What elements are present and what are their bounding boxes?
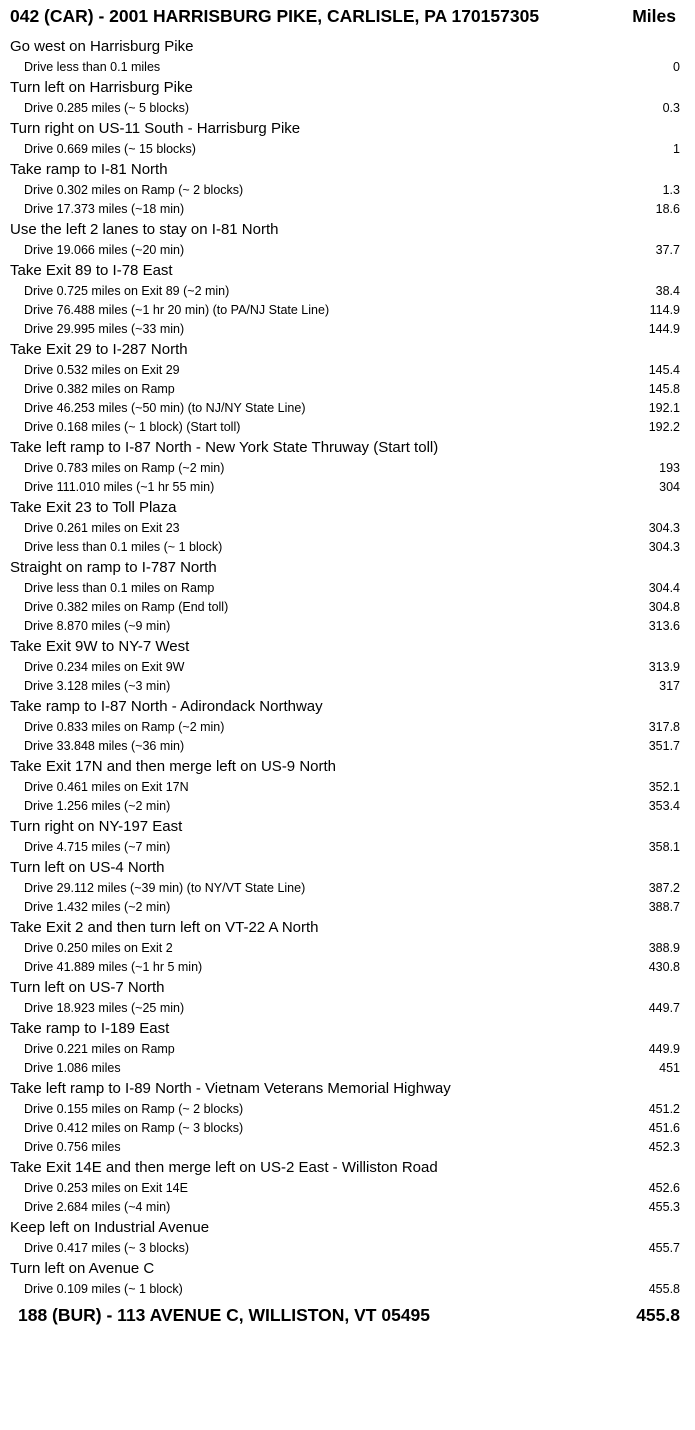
- drive-leg: [10, 1059, 680, 1078]
- cumulative-miles: 313.9: [648, 660, 680, 674]
- direction-step: Take Exit 17N and then merge left on US-9 North: [10, 758, 337, 775]
- drive-leg-text: Drive 111.010 miles (~1 hr 55 min): [24, 480, 215, 494]
- drive-leg: [10, 301, 680, 320]
- direction-step: Take Exit 23 to Toll Plaza: [10, 499, 177, 516]
- cumulative-miles: 0.3: [662, 101, 680, 115]
- cumulative-miles: 451.2: [648, 1102, 680, 1116]
- direction-step: Straight on ramp to I-787 North: [10, 559, 217, 576]
- cumulative-miles: 351.7: [648, 739, 680, 753]
- cumulative-miles: 313.6: [648, 619, 680, 633]
- cumulative-miles: 358.1: [648, 840, 680, 854]
- drive-leg: [10, 181, 680, 200]
- direction-step: Use the left 2 lanes to stay on I-81 North: [10, 221, 279, 238]
- destination-footer: [10, 1299, 680, 1331]
- cumulative-miles: 1.3: [662, 183, 680, 197]
- cumulative-miles: 1: [673, 142, 680, 156]
- drive-leg: [10, 380, 680, 399]
- drive-leg-text: Drive 4.715 miles (~7 min): [24, 840, 171, 854]
- direction-step: Turn right on NY-197 East: [10, 818, 183, 835]
- drive-leg-text: Drive 0.833 miles on Ramp (~2 min): [24, 720, 225, 734]
- drive-leg: [10, 459, 680, 478]
- drive-leg: [10, 778, 680, 797]
- cumulative-miles: 304: [659, 480, 680, 494]
- direction-step: Take Exit 2 and then turn left on VT-22 A North: [10, 919, 319, 936]
- direction-step: Take left ramp to I-89 North - Vietnam Veterans Memorial Highway: [10, 1080, 451, 1097]
- drive-leg-text: Drive 0.155 miles on Ramp (~ 2 blocks): [24, 1102, 244, 1116]
- drive-leg: [10, 1100, 680, 1119]
- direction-step: Take Exit 29 to I-287 North: [10, 341, 188, 358]
- direction-step: Turn left on US-4 North: [10, 859, 165, 876]
- cumulative-miles: 451.6: [648, 1121, 680, 1135]
- cumulative-miles: 192.2: [648, 420, 680, 434]
- drive-leg: [10, 538, 680, 557]
- cumulative-miles: 352.1: [648, 780, 680, 794]
- drive-leg-text: Drive 0.725 miles on Exit 89 (~2 min): [24, 284, 230, 298]
- drive-leg-text: Drive 0.234 miles on Exit 9W: [24, 660, 185, 674]
- directions-document: [10, 6, 680, 1331]
- drive-leg-text: Drive 29.995 miles (~33 min): [24, 322, 185, 336]
- cumulative-miles: 37.7: [655, 243, 680, 257]
- drive-leg-text: Drive 0.261 miles on Exit 23: [24, 521, 180, 535]
- drive-leg: [10, 241, 680, 260]
- destination-address: 188 (BUR) - 113 AVENUE C, WILLISTON, VT 05495: [18, 1304, 431, 1325]
- cumulative-miles: 353.4: [648, 799, 680, 813]
- drive-leg-text: Drive 1.432 miles (~2 min): [24, 900, 171, 914]
- drive-leg: [10, 838, 680, 857]
- directions-list: [10, 36, 680, 1299]
- cumulative-miles: 317: [659, 679, 680, 693]
- cumulative-miles: 18.6: [655, 202, 680, 216]
- drive-leg: [10, 320, 680, 339]
- drive-leg-text: Drive 17.373 miles (~18 min): [24, 202, 185, 216]
- drive-leg-text: Drive 0.382 miles on Ramp: [24, 382, 175, 396]
- cumulative-miles: 193: [659, 461, 680, 475]
- cumulative-miles: 430.8: [648, 960, 680, 974]
- direction-step: Turn right on US-11 South - Harrisburg Pike: [10, 120, 301, 137]
- drive-leg-text: Drive 8.870 miles (~9 min): [24, 619, 171, 633]
- miles-column-label: Miles: [632, 6, 676, 26]
- drive-leg: [10, 939, 680, 958]
- drive-leg-text: Drive 0.669 miles (~ 15 blocks): [24, 142, 196, 156]
- direction-step: Keep left on Industrial Avenue: [10, 1219, 210, 1236]
- drive-leg: [10, 658, 680, 677]
- drive-leg-text: Drive 19.066 miles (~20 min): [24, 243, 185, 257]
- drive-leg: [10, 617, 680, 636]
- drive-leg: [10, 140, 680, 159]
- drive-leg-text: Drive 33.848 miles (~36 min): [24, 739, 185, 753]
- drive-leg: [10, 418, 680, 437]
- cumulative-miles: 0: [673, 60, 680, 74]
- cumulative-miles: 388.7: [648, 900, 680, 914]
- drive-leg-text: Drive 0.302 miles on Ramp (~ 2 blocks): [24, 183, 244, 197]
- direction-step: Take Exit 89 to I-78 East: [10, 262, 173, 279]
- drive-leg-text: Drive 0.168 miles (~ 1 block) (Start toll): [24, 420, 241, 434]
- drive-leg: [10, 282, 680, 301]
- drive-leg: [10, 1280, 680, 1299]
- drive-leg: [10, 58, 680, 77]
- cumulative-miles: 451: [659, 1061, 680, 1075]
- drive-leg: [10, 677, 680, 696]
- cumulative-miles: 452.3: [648, 1140, 680, 1154]
- total-miles: 455.8: [636, 1304, 680, 1325]
- direction-step: Take Exit 9W to NY-7 West: [10, 638, 190, 655]
- drive-leg: [10, 579, 680, 598]
- drive-leg-text: Drive 0.783 miles on Ramp (~2 min): [24, 461, 225, 475]
- drive-leg-text: Drive less than 0.1 miles: [24, 60, 161, 74]
- drive-leg: [10, 361, 680, 380]
- cumulative-miles: 455.8: [648, 1282, 680, 1296]
- drive-leg: [10, 737, 680, 756]
- drive-leg-text: Drive 0.417 miles (~ 3 blocks): [24, 1241, 189, 1255]
- drive-leg-text: Drive 41.889 miles (~1 hr 5 min): [24, 960, 203, 974]
- drive-leg: [10, 1179, 680, 1198]
- direction-step: Take ramp to I-87 North - Adirondack Northway: [10, 698, 323, 715]
- drive-leg-text: Drive 3.128 miles (~3 min): [24, 679, 171, 693]
- direction-step: Take ramp to I-189 East: [10, 1020, 170, 1037]
- cumulative-miles: 388.9: [648, 941, 680, 955]
- drive-leg-text: Drive 18.923 miles (~25 min): [24, 1001, 185, 1015]
- drive-leg-text: Drive less than 0.1 miles (~ 1 block): [24, 540, 223, 554]
- drive-leg-text: Drive 0.412 miles on Ramp (~ 3 blocks): [24, 1121, 244, 1135]
- drive-leg-text: Drive less than 0.1 miles on Ramp: [24, 581, 215, 595]
- drive-leg: [10, 999, 680, 1018]
- drive-leg: [10, 399, 680, 418]
- drive-leg-text: Drive 1.086 miles: [24, 1061, 121, 1075]
- drive-leg: [10, 898, 680, 917]
- cumulative-miles: 145.4: [648, 363, 680, 377]
- drive-leg: [10, 200, 680, 219]
- drive-leg: [10, 99, 680, 118]
- cumulative-miles: 452.6: [648, 1181, 680, 1195]
- drive-leg-text: Drive 0.461 miles on Exit 17N: [24, 780, 189, 794]
- direction-step: Turn left on Avenue C: [10, 1260, 155, 1277]
- cumulative-miles: 387.2: [648, 881, 680, 895]
- direction-step: Go west on Harrisburg Pike: [10, 38, 194, 55]
- drive-leg-text: Drive 0.285 miles (~ 5 blocks): [24, 101, 189, 115]
- direction-step: Turn left on Harrisburg Pike: [10, 79, 193, 96]
- direction-step: Take ramp to I-81 North: [10, 161, 168, 178]
- drive-leg: [10, 1119, 680, 1138]
- cumulative-miles: 192.1: [648, 401, 680, 415]
- cumulative-miles: 449.7: [648, 1001, 680, 1015]
- drive-leg-text: Drive 46.253 miles (~50 min) (to NJ/NY State Line): [24, 401, 306, 415]
- drive-leg: [10, 1040, 680, 1059]
- origin-header: [10, 6, 680, 36]
- cumulative-miles: 144.9: [648, 322, 680, 336]
- cumulative-miles: 304.3: [648, 521, 680, 535]
- drive-leg-text: Drive 0.109 miles (~ 1 block): [24, 1282, 183, 1296]
- drive-leg-text: Drive 0.253 miles on Exit 14E: [24, 1181, 188, 1195]
- cumulative-miles: 304.8: [648, 600, 680, 614]
- drive-leg-text: Drive 0.382 miles on Ramp (End toll): [24, 600, 229, 614]
- drive-leg: [10, 478, 680, 497]
- drive-leg-text: Drive 29.112 miles (~39 min) (to NY/VT State Line): [24, 881, 306, 895]
- cumulative-miles: 145.8: [648, 382, 680, 396]
- cumulative-miles: 38.4: [655, 284, 680, 298]
- cumulative-miles: 114.9: [649, 303, 680, 317]
- drive-leg: [10, 718, 680, 737]
- origin-address: 042 (CAR) - 2001 HARRISBURG PIKE, CARLISLE, PA 170157305: [10, 6, 540, 26]
- cumulative-miles: 455.7: [648, 1241, 680, 1255]
- drive-leg: [10, 519, 680, 538]
- drive-leg: [10, 958, 680, 977]
- drive-leg-text: Drive 1.256 miles (~2 min): [24, 799, 171, 813]
- direction-step: Turn left on US-7 North: [10, 979, 165, 996]
- drive-leg: [10, 1239, 680, 1258]
- drive-leg-text: Drive 0.532 miles on Exit 29: [24, 363, 180, 377]
- drive-leg: [10, 1198, 680, 1217]
- drive-leg: [10, 1138, 680, 1157]
- drive-leg-text: Drive 0.250 miles on Exit 2: [24, 941, 173, 955]
- drive-leg-text: Drive 0.756 miles: [24, 1140, 121, 1154]
- cumulative-miles: 449.9: [648, 1042, 680, 1056]
- direction-step: Take Exit 14E and then merge left on US-2 East - Williston Road: [10, 1159, 438, 1176]
- drive-leg-text: Drive 0.221 miles on Ramp: [24, 1042, 175, 1056]
- cumulative-miles: 317.8: [648, 720, 680, 734]
- drive-leg-text: Drive 2.684 miles (~4 min): [24, 1200, 171, 1214]
- cumulative-miles: 304.3: [648, 540, 680, 554]
- direction-step: Take left ramp to I-87 North - New York State Thruway (Start toll): [10, 439, 439, 456]
- drive-leg-text: Drive 76.488 miles (~1 hr 20 min) (to PA/NJ State Line): [24, 303, 330, 317]
- cumulative-miles: 304.4: [648, 581, 680, 595]
- drive-leg: [10, 598, 680, 617]
- cumulative-miles: 455.3: [648, 1200, 680, 1214]
- drive-leg: [10, 797, 680, 816]
- drive-leg: [10, 879, 680, 898]
